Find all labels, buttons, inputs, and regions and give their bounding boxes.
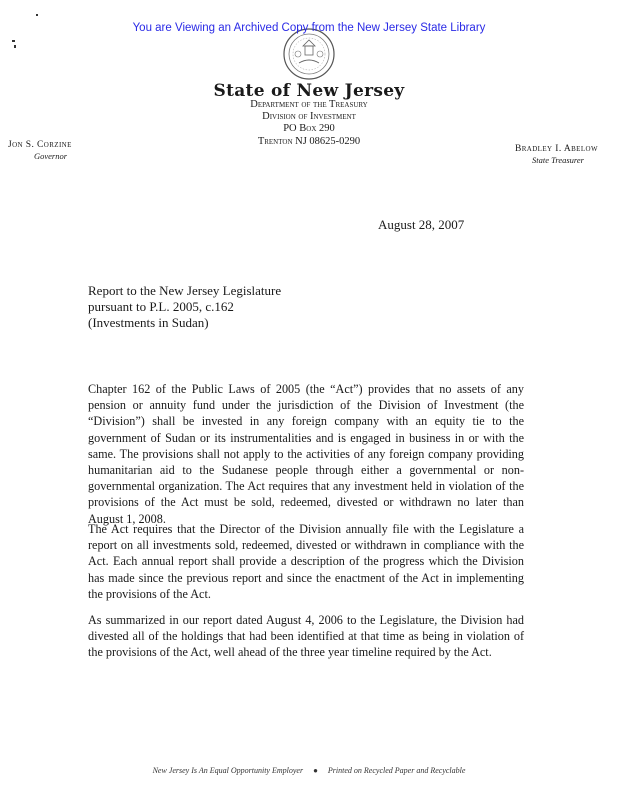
treasurer-name: Bradley I. Abelow xyxy=(514,144,598,154)
state-seal-icon xyxy=(282,27,336,81)
scan-speck xyxy=(36,14,38,16)
department-line: PO Box 290 xyxy=(283,123,335,135)
scan-speck xyxy=(14,45,16,48)
letterhead-footer xyxy=(0,766,618,775)
department-line: Department of the Treasury xyxy=(250,99,368,110)
state-name: State of New Jersey xyxy=(213,81,405,101)
letter-date: August 28, 2007 xyxy=(378,217,465,232)
department-line: Trenton NJ 08625-0290 xyxy=(257,135,361,147)
recipient-line: pursuant to P.L. 2005, c.162 xyxy=(88,299,234,314)
treasurer-block xyxy=(515,144,598,166)
footer-employer-note: New Jersey Is An Equal Opportunity Employer xyxy=(152,766,304,775)
body-paragraph: The Act requires that the Director of the Division annually file with the Legislature a report on all investments sold, redeemed, divested or withdrawn in compliance with the Act. Each annual report shall provide a description of the progress which the Division has made since the previous report and since the enactment of the Act in implementing the provisions of the Act. xyxy=(88,522,524,601)
archive-watermark: You are Viewing an Archived Copy from the New Jersey State Library xyxy=(132,22,486,34)
recipient-block xyxy=(88,283,281,331)
recipient-line: Report to the New Jersey Legislature xyxy=(88,283,282,298)
body-paragraph: As summarized in our report dated August 4, 2006 to the Legislature, the Division had divested all of the holdings that had been identified at that time as being in violation of the provisions of the Act, well ahead of the three year timeline required by the Act. xyxy=(88,613,524,660)
governor-block xyxy=(8,140,72,162)
body-paragraph: Chapter 162 of the Public Laws of 2005 (the “Act”) provides that no assets of any pension or annuity fund under the jurisdiction of the Division of Investment (the “Division”) shall be invested in any foreign company with an equity tie to the government of Sudan or its instrumentalities and is engaged in business in or with the same. The provisions shall not apply to the activities of any foreign company providing humanitarian aid to the Sudanese people through either a governmental or non-governmental organization. The Act requires that any investment held in violation of the provisions of the Act must be sold, redeemed, divested or withdrawn no later than August 1, 2008. xyxy=(88,382,524,526)
recipient-line: (Investments in Sudan) xyxy=(88,315,209,330)
treasurer-title: State Treasurer xyxy=(531,155,584,165)
department-line: Division of Investment xyxy=(262,111,356,123)
department-address xyxy=(0,99,618,148)
governor-name: Jon S. Corzine xyxy=(8,140,72,150)
footer-recycled-note: Printed on Recycled Paper and Recyclable xyxy=(327,766,466,775)
governor-title: Governor xyxy=(34,151,68,161)
bullet-icon: ● xyxy=(313,766,318,775)
scan-speck xyxy=(12,40,15,42)
